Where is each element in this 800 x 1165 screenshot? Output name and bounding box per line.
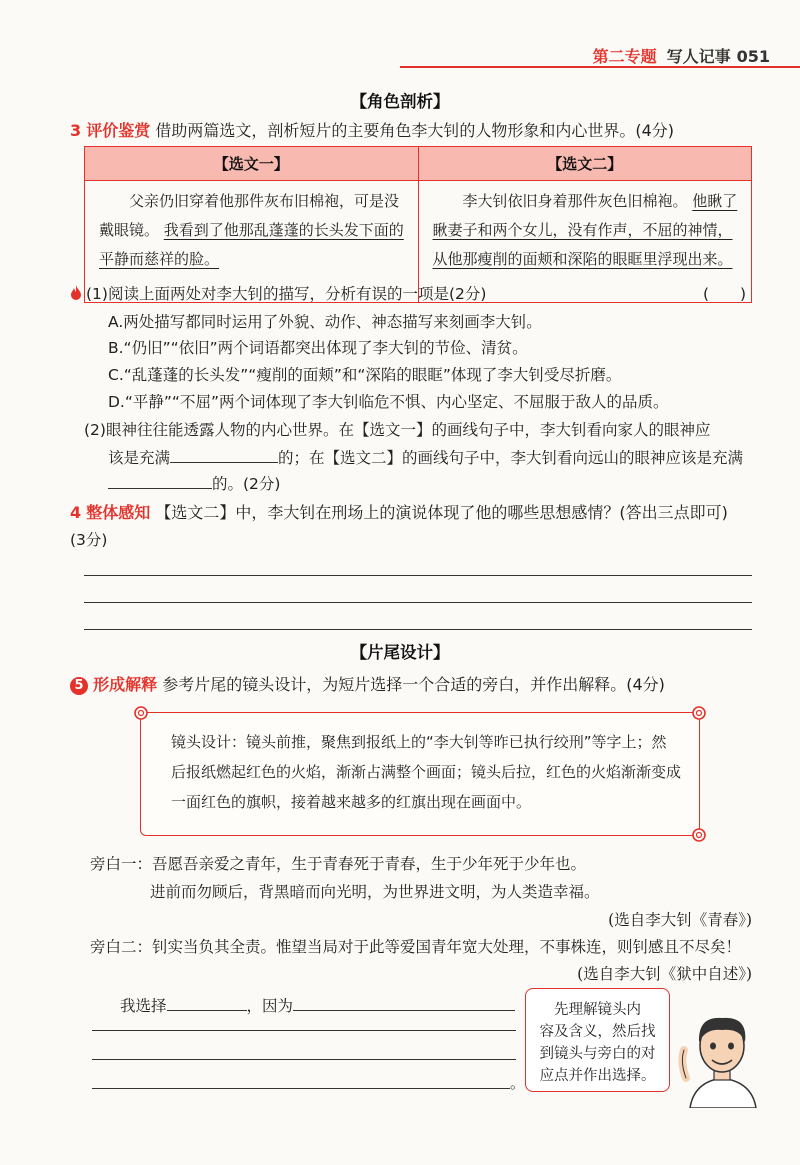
tip-line-1: 先理解镜头内 [554,1002,641,1018]
answer-line-2[interactable] [84,602,752,603]
question-3-2-line3 [108,471,280,494]
comparison-table [84,146,752,303]
section-title-role-analysis: 【角色剖析】 [350,92,450,111]
question-5-text: 参考片尾的镜头设计，为短片选择一个合适的旁白，并作出解释。(4分) [162,675,665,694]
question-5 [70,672,665,695]
scroll-curl-icon [690,704,708,722]
teacher-avatar [672,1008,772,1108]
answer-line-3[interactable] [84,629,752,630]
shot-design-line-3: 一面红色的旗帜，接着越来越多的红旗出现在画面中。 [171,793,532,811]
narration-2-line-1: 旁白二：钊实当负其全责。惟望当局对于此等爱国青年宽大处理，不事株连，则钊感且不尽矣！ [90,938,742,956]
question-3-2-line1: (2)眼神往往能透露人物的内心世界。在【选文一】的画线句子中，李大钊看向家人的眼神应 [84,421,711,439]
page-number: 051 [736,47,770,66]
tip-bubble [525,988,670,1092]
question-4 [70,500,728,523]
question-3-tag: 评价鉴赏 [86,121,151,140]
question-5-number: 5 [70,677,88,695]
text1-sentence-a: 父亲仍旧穿着他那件灰布旧棉袍，可是没戴眼镜。 [99,192,400,239]
answer-line-6[interactable] [92,1088,510,1089]
shot-design-scroll [140,712,700,836]
tip-line-2: 容及含义，然后找 [539,1024,656,1040]
option-c[interactable]: C.“乱蓬蓬的长头发”“瘦削的面颊”和“深陷的眼眶”体现了李大钊受尽折磨。 [108,366,622,384]
option-a[interactable]: A.两处描写都同时运用了外貌、动作、神态描写来刻画李大钊。 [108,313,542,331]
header-text [593,44,770,67]
scroll-curl-icon [132,704,150,722]
question-5-tag: 形成解释 [93,675,158,694]
header-title: 写人记事 [666,47,731,66]
option-b[interactable]: B.“仍旧”“依旧”两个词语都突出体现了李大钊的节俭、清贫。 [108,339,528,357]
page-header [0,36,800,76]
question-4-number: 4 [70,503,82,522]
scroll-curl-icon [690,826,708,844]
question-3-2-part-c: 的。(2分) [212,475,281,493]
answer-choice-blank[interactable] [167,993,247,1011]
question-4-tag: 整体感知 [86,503,151,522]
answer-line-4[interactable] [92,1030,516,1031]
answer-line-5[interactable] [92,1059,516,1060]
narration-2-source: (选自李大钊《狱中自述》) [577,965,752,983]
answer-choose-label: 我选择 [120,997,167,1015]
option-d[interactable]: D.“平静”“不屈”两个词体现了李大钊临危不惧、内心坚定、不屈服于敌人的品质。 [108,393,669,411]
flame-icon [70,285,82,301]
text1-underlined-sentence: 我看到了他那乱蓬蓬的长头发下面的平静而慈祥的脸。 [99,221,404,268]
text2-sentence-a: 李大钊依旧身着那件灰色旧棉袍。 [462,192,688,210]
header-topic: 第二专题 [592,47,657,66]
question-3-text: 借助两篇选文，剖析短片的主要角色李大钊的人物形象和内心世界。(4分) [155,121,675,140]
narration-1-line-1: 旁白一：吾愿吾亲爱之青年，生于青春死于青春，生于少年死于少年也。 [90,855,587,873]
question-3-1-text: (1)阅读上面两处对李大钊的描写，分析有误的一项是(2分) [86,285,487,303]
answer-blank-1[interactable] [170,445,278,463]
answer-choice-line [120,993,515,1016]
table-head-text2: 【选文二】 [418,147,752,181]
answer-end-mark: 。 [510,1074,526,1092]
section-title-ending-design: 【片尾设计】 [350,643,450,662]
tip-line-3: 到镜头与旁白的对 [539,1046,656,1062]
question-3 [70,118,674,141]
table-head-text1: 【选文一】 [85,147,419,181]
answer-line-1[interactable] [84,575,752,576]
answer-bracket[interactable]: ( ) [703,285,747,303]
question-3-1 [70,282,486,304]
answer-because-label: ，因为 [246,997,294,1015]
text2-underlined-sentence: 他瞅了瞅妻子和两个女儿，没有作声，不屈的神情，从他那瘦削的面颊和深陷的眼眶里浮现出来。 [432,192,738,268]
question-4-score: (3分) [70,531,108,549]
question-3-2-part-a: 该是充满 [108,449,171,467]
tip-line-4: 应点并作出选择。 [539,1068,656,1084]
question-3-2-part-b: 的；在【选文二】的画线句子中，李大钊看向远山的眼神应该是充满 [278,449,744,467]
question-3-2-line2 [108,445,743,468]
question-3-number: 3 [70,121,82,140]
answer-reason-blank[interactable] [293,993,515,1011]
narration-1-source: (选自李大钊《青春》) [608,911,752,929]
narration-1-line-2: 进前而勿顾后，背黑暗而向光明，为世界进文明，为人类造幸福。 [150,883,600,901]
shot-design-line-2: 后报纸燃起红色的火焰，渐渐占满整个画面；镜头后拉，红色的火焰渐渐变成 [171,763,682,781]
shot-design-text [171,727,681,817]
shot-design-line-1: 镜头设计：镜头前推，聚焦到报纸上的“李大钊等昨已执行绞刑”等字上；然 [171,733,667,751]
answer-blank-2[interactable] [108,471,212,489]
question-4-text: 【选文二】中，李大钊在刑场上的演说体现了他的哪些思想感情？(答出三点即可) [155,503,728,522]
